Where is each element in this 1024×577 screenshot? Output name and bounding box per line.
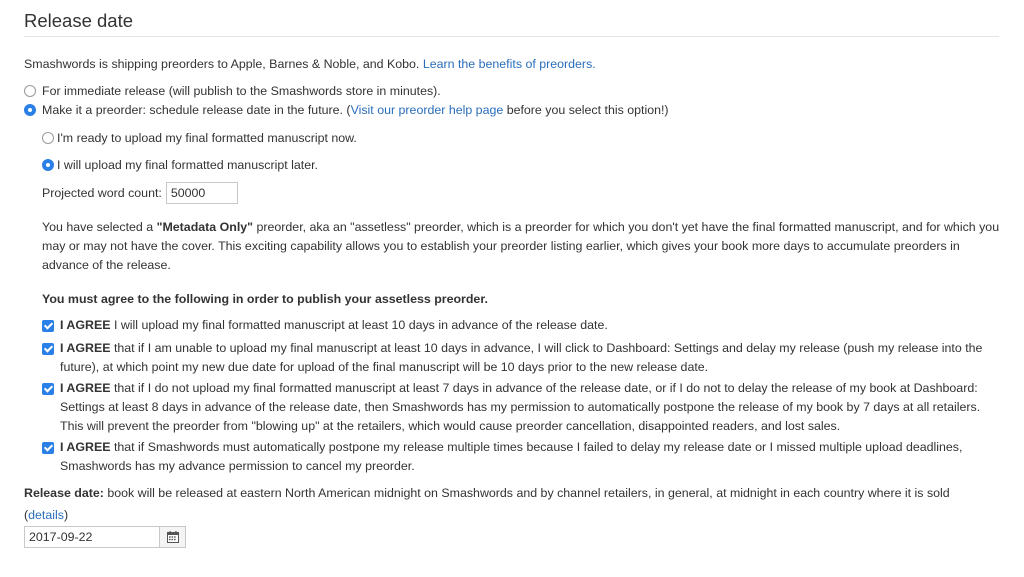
metadata-notice-text: preorder, aka an "assetless" preorder, which is a preorder for which you don't yet have the final formatted manuscript, and for which you may or may not have the cover. This exciting capability allows you to establish your preorder listing earlier, which gives your book more days to accumulate preorders in advance of the release. — [42, 220, 1000, 272]
agree-checkbox-3[interactable] — [42, 383, 54, 395]
preorder-option[interactable] — [24, 103, 669, 117]
immediate-release-label: For immediate release (will publish to the Smashwords store in minutes). — [42, 84, 441, 98]
calendar-icon — [167, 531, 179, 543]
agree-body-4: that if Smashwords must automatically postpone my release multiple times because I failed to delay my release date or I missed multiple upload deadlines, Smashwords has my advance permission to cancel my preorder. — [60, 440, 963, 473]
upload-later-radio[interactable] — [42, 159, 54, 171]
agree-checkbox-2[interactable] — [42, 343, 54, 355]
agree-item-4[interactable] — [42, 438, 1002, 476]
agree-checkbox-1[interactable] — [42, 320, 54, 332]
release-date-note — [24, 486, 950, 500]
metadata-only-notice — [42, 218, 1002, 275]
upload-now-option[interactable] — [42, 131, 357, 145]
details-open-paren: ( — [24, 508, 29, 522]
release-date-label: Release date: — [24, 486, 104, 500]
calendar-button[interactable] — [160, 526, 186, 548]
agree-checkbox-4[interactable] — [42, 442, 54, 454]
agree-text-2 — [60, 339, 1002, 377]
agree-label-4: I AGREE — [60, 440, 111, 454]
release-date-picker — [24, 526, 186, 548]
upload-later-label: I will upload my final formatted manuscript later. — [57, 158, 319, 172]
agree-body-1: I will upload my final formatted manuscript at least 10 days in advance of the release date. — [110, 318, 608, 332]
agree-item-1[interactable] — [42, 316, 1002, 335]
details-wrapper — [24, 508, 68, 522]
preorder-help-link[interactable]: Visit our preorder help page — [350, 103, 504, 117]
section-title: Release date — [24, 10, 134, 31]
preorder-intro — [24, 57, 596, 71]
agree-text-3 — [60, 379, 1002, 436]
agree-item-2[interactable] — [42, 339, 1002, 377]
preorder-benefits-link[interactable]: Learn the benefits of preorders. — [422, 57, 596, 71]
upload-now-radio[interactable] — [42, 132, 54, 144]
immediate-release-radio[interactable] — [24, 85, 36, 97]
release-date-text: book will be released at eastern North American midnight on Smashwords and by channel retailers, in general, at midnight in each country where it is sold — [103, 486, 950, 500]
word-count-label: Projected word count: — [42, 186, 162, 200]
agree-body-3: that if I do not upload my final formatted manuscript at least 7 days in advance of the release date, or if I do not to delay the release of my book at Dashboard: Settings at least 8 days in advance of the release date, then Smashwords has my permission to automatically postpone the release of my book by 7 days at all retailers. This will prevent the preorder from "blowing up" at the retailers, which would cause preorder cancellation, disappointed readers, and lost sales. — [60, 381, 981, 433]
word-count-input[interactable] — [166, 182, 238, 204]
details-close-paren: ) — [63, 508, 69, 522]
preorder-label-suffix: before you select this option!) — [503, 103, 669, 117]
section-divider — [24, 36, 999, 37]
upload-later-option[interactable] — [42, 158, 318, 172]
preorder-label-text: Make it a preorder: schedule release date in the future. ( — [42, 103, 351, 117]
metadata-notice-prefix: You have selected a — [42, 220, 157, 234]
agree-label-3: I AGREE — [60, 381, 111, 395]
agreement-heading: You must agree to the following in order to publish your assetless preorder. — [42, 292, 488, 306]
immediate-release-option[interactable] — [24, 84, 441, 98]
agree-label-1: I AGREE — [60, 318, 111, 332]
preorder-label — [42, 103, 669, 117]
agree-text-1 — [60, 316, 608, 335]
preorder-radio[interactable] — [24, 104, 36, 116]
metadata-notice-bold: "Metadata Only" — [156, 220, 254, 234]
details-link[interactable]: details — [28, 508, 64, 522]
agree-body-2: that if I am unable to upload my final manuscript at least 10 days in advance, I will click to Dashboard: Settings and delay my release (push my release into the future), at which point my new due date for upload of the final manuscript will be 10 days prior to the new release date. — [60, 341, 983, 374]
agree-item-3[interactable] — [42, 379, 1002, 436]
word-count-row — [42, 182, 238, 204]
agree-text-4 — [60, 438, 1002, 476]
agree-label-2: I AGREE — [60, 341, 111, 355]
upload-now-label: I'm ready to upload my final formatted manuscript now. — [57, 131, 357, 145]
preorder-intro-text: Smashwords is shipping preorders to Apple, Barnes & Noble, and Kobo. — [24, 57, 420, 71]
release-date-input[interactable] — [24, 526, 160, 548]
